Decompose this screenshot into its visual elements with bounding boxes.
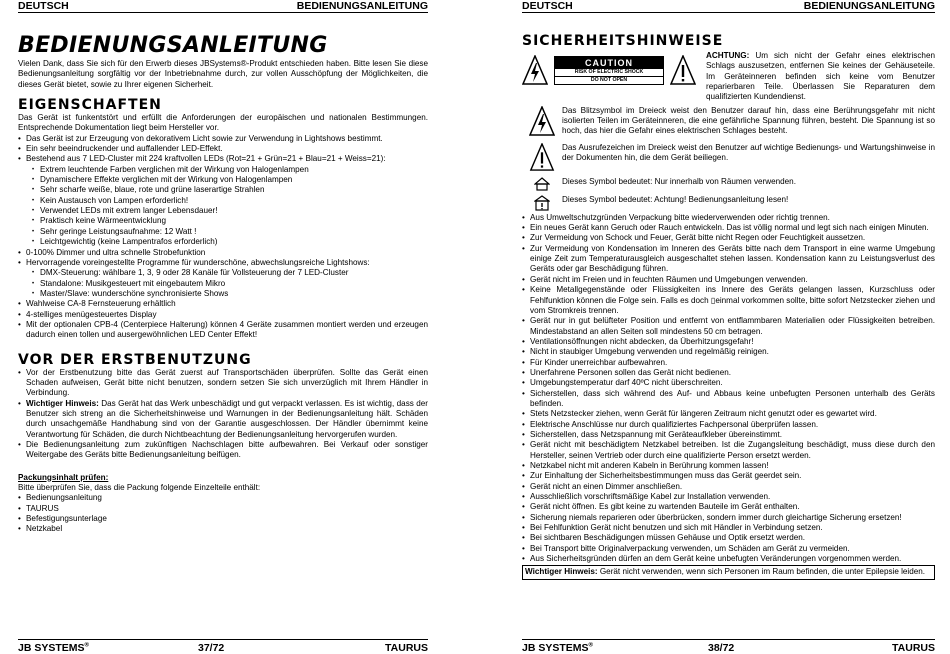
caution-label: CAUTION RISK OF ELECTRIC SHOCK DO NOT OPEN [554, 56, 664, 85]
footer-model: TAURUS [385, 642, 428, 654]
important-notice-box: Wichtiger Hinweis: Gerät nicht verwenden, wenn sich Personen im Raum befinden, die unter Epilepsie leiden. [522, 565, 935, 579]
package-heading: Packungsinhalt prüfen: [18, 472, 109, 482]
lightning-triangle-icon [522, 55, 548, 85]
list-item: • Aus Sicherheitsgründen dürfen an dem Gerät keine unbefugten Veränderungen vorgenommen werden. [522, 554, 935, 564]
page-header [522, 0, 935, 13]
exclamation-triangle-icon [529, 143, 555, 171]
list-item: • Zur Einhaltung der Sicherheitsbestimmungen muss das Gerät geerdet sein. [522, 471, 935, 481]
features-heading: EIGENSCHAFTEN [18, 97, 162, 114]
symbol-row: Das Ausrufezeichen im Dreieck weist den Benutzer auf wichtige Bedienungs- und Wartungshinweise in der Dokumenten hin, die dem Gerät beiliegen. [522, 143, 935, 171]
list-item: • Das Gerät ist zur Erzeugung von dekorativem Licht sowie zur Verwendung in Lightshows bestimmt. [18, 134, 428, 144]
footer-brand: JB SYSTEMS [18, 642, 85, 654]
attention-text: ACHTUNG: Um sich nicht der Gefahr eines elektrischen Schlags auszusetzen, entfernen Sie keines der Gehäuseteile. Im Geräteinneren befinden sich keine vom Benutzer reparierbaren Teile. Überlassen Sie Reparaturen dem qualifizierten Kundendienst. [706, 51, 935, 102]
header-language: DEUTSCH [522, 0, 573, 12]
list-item: • Wichtiger Hinweis: Das Gerät hat das Werk unbeschädigt und gut verpackt verlassen. Es ist wichtig, dass der Benutzer sich streng an die Sicherheitshinweise und Warnungen in der Bedienungsanleitung hält. Schäden durch unsachgemäße Handhabung sind von der Garantie ausgeschlossen. Der Händler übernimmt keine Verantwortung für Schäden, die durch Nichtbeachtung der Bedienungsanleitung hervorgerufen wurden. [18, 399, 428, 440]
list-item: • Extrem leuchtende Farben verglichen mit der Wirkung von Halogenlampen [32, 165, 428, 175]
list-item: • Gerät nur in gut belüfteter Position und entfernt von entflammbaren Materialien oder Flüssigkeiten betreiben. Mindestabstand an allen Seiten soll mindestens 50 cm betragen. [522, 316, 935, 337]
footer-model: TAURUS [892, 642, 935, 654]
features-intro: Das Gerät ist funkentstört und erfüllt die Anforderungen der europäischen und nationalen Bestimmungen. Entsprechende Dokumentation liegt beim Hersteller vor. [18, 113, 428, 133]
list-item: • Netzkabel nicht mit anderen Kabeln in Berührung kommen lassen! [522, 461, 935, 471]
list-item: • Zur Vermeidung von Kondensation im Inneren des Geräts bitte nach dem Transport in eine warme Umgebung einige Zeit zum Temperaturausgleich ausgeschaltet stehen lassen. Kondensation kann zu Leistungsverlust des Geräts oder gar Beschädigung führen. [522, 244, 935, 275]
features-list [18, 134, 428, 165]
list-item: • Netzkabel [18, 524, 428, 534]
list-item: • Umgebungstemperatur darf 40ºC nicht überschreiten. [522, 378, 935, 388]
list-item: • DMX-Steuerung: wählbare 1, 3, 9 oder 28 Kanäle für Vollsteuerung der 7 LED-Cluster [32, 268, 428, 278]
list-item: • Sicherstellen, dass sich während des Auf- und Abbaus keine unbefugten Personen unterhalb des Geräts befinden. [522, 389, 935, 410]
list-item: • Elektrische Anschlüsse nur durch qualifiziertes Fachpersonal überprüfen lassen. [522, 420, 935, 430]
list-item: • Dynamischere Effekte verglichen mit der Wirkung von Halogenlampen [32, 175, 428, 185]
list-item: • Bei Transport bitte Originalverpackung verwenden, um Schäden am Gerät zu vermeiden. [522, 544, 935, 554]
list-item: • Ausschließlich vorschriftsmäßige Kabel zur Installation verwenden. [522, 492, 935, 502]
list-item: • Befestigungsunterlage [18, 514, 428, 524]
read-manual-icon [534, 195, 550, 211]
safety-heading: SICHERHEITSHINWEISE [522, 33, 724, 49]
list-item: • Aus Umweltschutzgründen Verpackung bitte wiederverwenden oder richtig trennen. [522, 213, 935, 223]
list-item: • Stets Netzstecker ziehen, wenn Gerät für längeren Zeitraum nicht genutzt oder es gewartet wird. [522, 409, 935, 419]
lightning-triangle-icon [529, 106, 555, 136]
footer-page-number: 38/72 [708, 642, 735, 654]
list-item: • Hervorragende voreingestellte Programme für wunderschöne, abwechslungsreiche Lightshows: [18, 258, 428, 268]
symbol-row: Dieses Symbol bedeutet: Nur innerhalb von Räumen verwenden. [522, 177, 935, 191]
list-item: • Gerät nicht mit beschädigtem Netzkabel betreiben. Ist die Zugangsleitung beschädigt, muss diese durch den Hersteller, seinen Vertrieb oder durch eine qualifizierte Person ersetzt werden. [522, 440, 935, 461]
page-footer: JB SYSTEMS® 38/72 TAURUS [522, 639, 935, 654]
indoor-house-icon [534, 177, 550, 191]
list-item: • Gerät nicht im Freien und in feuchten Räumen und Umgebungen verwenden. [522, 275, 935, 285]
list-item: • Sehr geringe Leistungsaufnahme: 12 Watt ! [32, 227, 428, 237]
header-language: DEUTSCH [18, 0, 69, 12]
list-item: • Keine Metallgegenstände oder Flüssigkeiten ins Innere des Geräts gelangen lassen, Kurzschluss oder Fehlfunktion können die Folge sein. Falls es doch ▯einmal vorkommen sollte, bitte sofort Netzstecker ziehen und vom Stromkreis trennen. [522, 285, 935, 316]
list-item: • Bei sichtbaren Beschädigungen müssen Gehäuse und Optik ersetzt werden. [522, 533, 935, 543]
list-item: • 4-stelliges menügesteuertes Display [18, 310, 428, 320]
list-item: • Mit der optionalen CPB-4 (Centerpiece Halterung) können 4 Geräte zusammen montiert werden und erzeugen dadurch einen tollen und ausergewöhnlichen LED Center Effekt! [18, 320, 428, 341]
list-item: • Master/Slave: wunderschöne synchronisierte Shows [32, 289, 428, 299]
list-item: • Praktisch keine Wärmeentwicklung [32, 216, 428, 226]
program-sublist [32, 268, 428, 299]
right-content [522, 33, 935, 580]
symbol-row: Dieses Symbol bedeutet: Achtung! Bedienungsanleitung lesen! [522, 195, 935, 211]
list-item: • Zur Vermeidung von Schock und Feuer, Gerät bitte nicht Regen oder Feuchtigkeit aussetzen. [522, 233, 935, 243]
page-left [18, 0, 428, 654]
intro-paragraph: Vielen Dank, dass Sie sich für den Erwerb dieses JBSystems®-Produkt entschieden haben. Bitte lesen Sie diese Bedienungsanleitung sorgfältig vor der Inbetriebnahme durch, zur vollen Ausschöpfung der Möglichkeiten, die dieses Gerät bietet, sowie zu Ihrer eigenen Sicherheit. [18, 59, 428, 89]
caution-block [522, 51, 935, 103]
list-item: • Ein sehr beeindruckender und auffallender LED-Effekt. [18, 144, 428, 154]
main-title: BEDIENUNGSANLEITUNG [18, 33, 328, 58]
list-item: • 0-100% Dimmer und ultra schnelle Strobefunktion [18, 248, 428, 258]
list-item: • Bestehend aus 7 LED-Cluster mit 224 kraftvollen LEDs (Rot=21 + Grün=21 + Blau=21 + Weiss=21): [18, 154, 428, 164]
footer-brand: JB SYSTEMS [522, 642, 589, 654]
footer-page-number: 37/72 [198, 642, 225, 654]
list-item: • Verwendet LEDs mit extrem langer Lebensdauer! [32, 206, 428, 216]
list-item: • TAURUS [18, 504, 428, 514]
page-header [18, 0, 428, 13]
list-item: • Gerät nicht an einen Dimmer anschließen. [522, 482, 935, 492]
first-use-list [18, 368, 428, 461]
list-item: • Wahlweise CA-8 Fernsteuerung erhältlich [18, 299, 428, 309]
header-title: BEDIENUNGSANLEITUNG [803, 0, 935, 12]
list-item: • Sicherung niemals reparieren oder überbrücken, sondern immer durch gleichartige Sicherung ersetzen! [522, 513, 935, 523]
list-item: • Sicherstellen, dass Netzspannung mit Geräteaufkleber übereinstimmt. [522, 430, 935, 440]
list-item: • Vor der Erstbenutzung bitte das Gerät zuerst auf Transportschäden überprüfen. Sollte das Gerät einen Schaden aufweisen, Gerät bitte nicht benutzen, sondern setzen Sie sich unverzüglich mit Ihrem Händler in Verbindung. [18, 368, 428, 399]
page-right [522, 0, 935, 654]
list-item: • Bedienungsanleitung [18, 493, 428, 503]
page-footer: JB SYSTEMS® 37/72 TAURUS [18, 639, 428, 654]
list-item: • Gerät nicht öffnen. Es gibt keine zu wartenden Bauteile im Gerät enthalten. [522, 502, 935, 512]
package-list [18, 493, 428, 534]
list-item: • Kein Austausch von Lampen erforderlich! [32, 196, 428, 206]
list-item: • Ventilationsöffnungen nicht abdecken, da Überhitzungsgefahr! [522, 337, 935, 347]
list-item: • Sehr scharfe weiße, blaue, rote und grüne laserartige Strahlen [32, 185, 428, 195]
header-title: BEDIENUNGSANLEITUNG [296, 0, 428, 12]
list-item: • Nicht in staubiger Umgebung verwenden und regelmäßig reinigen. [522, 347, 935, 357]
important-label: Wichtiger Hinweis: [26, 398, 99, 408]
list-item: • Leichtgewichtig (keine Lampentrafos erforderlich) [32, 237, 428, 247]
list-item: • Unerfahrene Personen sollen das Gerät nicht bedienen. [522, 368, 935, 378]
package-intro: Bitte überprüfen Sie, dass die Packung folgende Einzelteile enthält: [18, 483, 261, 493]
list-item: • Ein neues Gerät kann Geruch oder Rauch entwickeln. Das ist völlig normal und legt sich nach einigen Minuten. [522, 223, 935, 233]
left-content [18, 33, 428, 535]
safety-list [522, 213, 935, 565]
symbol-row: Das Blitzsymbol im Dreieck weist den Benutzer darauf hin, dass eine Berührungsgefahr mit nicht isolierten Teilen im Geräteinneren, die eine gefährliche Spannung führen, besteht. Die Spannung ist so hoch, das hier die Gefahr eines elektrischen Schlages besteht. [522, 106, 935, 137]
exclamation-triangle-icon [670, 55, 696, 85]
led-sublist [32, 165, 428, 248]
list-item: • Bei Fehlfunktion Gerät nicht benutzen und sich mit Händler in Verbindung setzen. [522, 523, 935, 533]
list-item: • Für Kinder unerreichbar aufbewahren. [522, 358, 935, 368]
list-item: • Die Bedienungsanleitung zum zukünftigen Nachschlagen bitte aufbewahren. Bei Verkauf oder sonstiger Weitergabe des Geräts bitte Bedienungsanleitung beifügen. [18, 440, 428, 461]
list-item: • Standalone: Musikgesteuert mit eingebautem Mikro [32, 279, 428, 289]
first-use-heading: VOR DER ERSTBENUTZUNG [18, 351, 252, 368]
